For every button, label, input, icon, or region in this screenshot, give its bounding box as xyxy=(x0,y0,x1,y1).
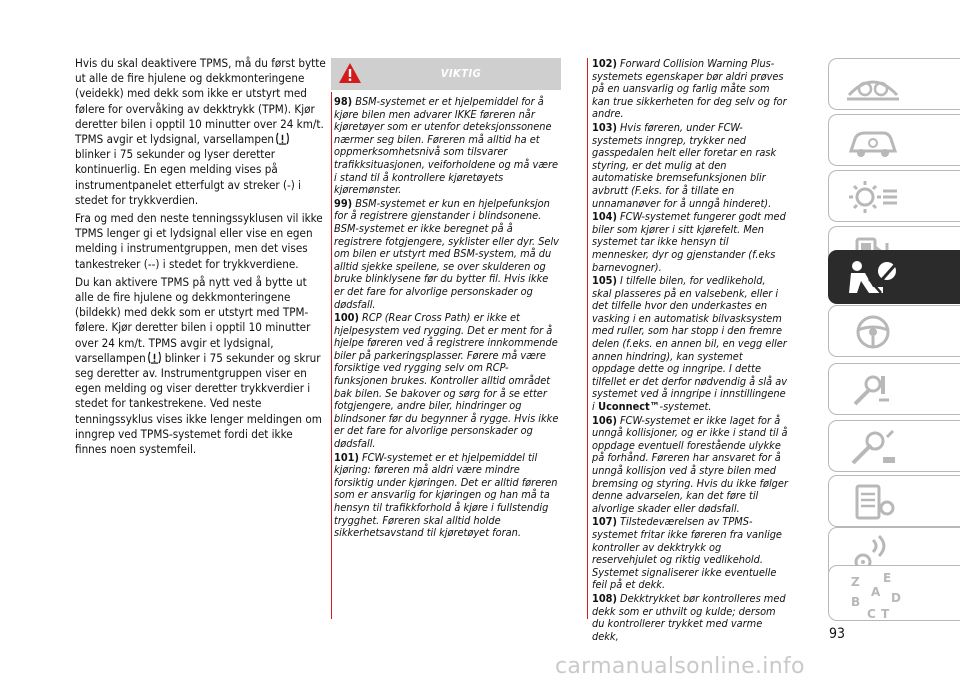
note-number: 98) xyxy=(334,95,353,108)
brand-name: Uconnect™ xyxy=(594,400,660,414)
index-letter: T xyxy=(881,607,890,621)
note-number: 103) xyxy=(592,120,617,134)
note-item xyxy=(592,516,788,592)
tpms-warning-icon xyxy=(275,132,290,145)
note-number: 101) xyxy=(334,450,359,464)
warning-banner xyxy=(331,58,561,90)
note-text: FCW-systemet er ikke laget for å unngå kollisjoner, og er ikke i stand til å oppdage eventuell forestående ulykke på forhånd. Føreren har ansvaret for å unngå kollisjon ved å styre bilen med bremsing og styring. Hvis du ikke følger denne advarselen, kan det føre til alvorlige skader eller dødsfall. xyxy=(592,413,788,515)
tab-index[interactable] xyxy=(828,565,960,621)
tab-technical-data[interactable] xyxy=(828,475,960,527)
index-letter: D xyxy=(891,591,901,605)
note-number: 99) xyxy=(334,196,353,210)
tab-maintenance[interactable] xyxy=(828,420,960,472)
note-text: Dekktrykket bør kontrolleres med dekk som er uthvilt og kulde; dersom du kontrollerer trykket med varme dekk, xyxy=(592,591,786,643)
index-letter: A xyxy=(871,585,881,599)
airbag-safety-icon xyxy=(843,257,903,299)
warning-box xyxy=(331,58,561,541)
main-text-column xyxy=(75,56,327,460)
index-letter: C xyxy=(867,607,876,621)
paragraph-text: Hvis du skal deaktivere TPMS, må du først bytte ut alle de fire hjulene og dekkmonteringene (veidekk) med dekk som ikke er utstyrt med følere for overvåking av dekktrykk (TPM). Kjør deretter bilen i opptil 10 minutter over 24 km/t. TPMS avgir et lydsignal, varsellampen xyxy=(75,56,326,147)
warning-box-left-rule xyxy=(331,92,332,619)
tab-emergency[interactable] xyxy=(828,363,960,415)
note-item xyxy=(334,96,561,197)
note-item xyxy=(334,198,561,311)
maintenance-wrench-icon xyxy=(843,427,903,467)
notes-column xyxy=(592,58,788,644)
note-item xyxy=(592,211,788,274)
note-text: Hvis føreren, under FCW-systemets inngrep, trykker ned gasspedalen helt eller foretar en rask styring, er det mulig at den automatiske bremsefunksjonen blir avbrutt (F.eks. for å tillate en unnamanøver for å unngå hinderet). xyxy=(592,120,777,210)
paragraph-reactivate-tpms xyxy=(75,275,327,457)
paragraph-deactivate-tpms xyxy=(75,56,327,208)
note-text: FCW-systemet fungerer godt med biler som kjører i sitt kjørefelt. Men systemet tar ikke hensyn til mennesker, dyr og gjenstander (f.eks barnevogner). xyxy=(592,210,786,274)
note-item xyxy=(334,312,561,451)
car-info-icon xyxy=(843,121,903,161)
note-text: BSM-systemet er kun en hjelpefunksjon for å registrere gjenstander i blindsonene. BSM-systemet er ikke beregnet på å registrere fotgjengere, syklister eller dyr. Selv om bilen er utstyrt med BSM-system, må du alltid sjekke speilene, se over skulderen og bruke blinklysene før du bytter fil. Hvis ikke er det fare for alvorlige personskader og dødsfall. xyxy=(334,196,559,311)
warning-title: VIKTIG xyxy=(440,67,482,80)
note-number: 108) xyxy=(592,591,617,605)
note-item xyxy=(592,122,788,210)
technical-data-icon xyxy=(843,482,903,522)
note-item xyxy=(592,58,788,121)
note-item xyxy=(592,275,788,414)
note-item xyxy=(592,415,788,516)
steering-wheel-icon xyxy=(843,312,903,352)
note-text: BSM-systemet er et hjelpemiddel for å kjøre bilen men advarer IKKE føreren når kjøretøyer som er utenfor deteksjonssonene nærmer seg bilen. Føreren må alltid ha et oppmerksomhetsnivå som tilsvarer trafikksituasjonen, veiforholdene og må være i stand til å kontrollere kjøretøyets kjøremønster. xyxy=(334,95,559,197)
index-letter: E xyxy=(883,572,892,585)
paragraph-next-cycle: Fra og med den neste tenningssyklusen vil ikke TPMS lenger gi et lydsignal eller vise en egen melding i instrumentgruppen, men det vises tankestreker (--) i stedet for trykkverdiene. xyxy=(75,211,323,271)
note-number: 104) xyxy=(592,210,617,224)
index-letter: B xyxy=(851,595,861,609)
tab-knowing-vehicle[interactable] xyxy=(828,114,960,166)
note-text: FCW-systemet er et hjelpemiddel til kjøring: føreren må aldri være mindre forsiktig under kjøringen. Det er alltid føreren som er ansvarlig for kjøringen og han må ta hensyn til trafikkforhold å kjøre i fullstendig trygghet. Føreren skal alltid holde sikkerhetsavstand til kjøretøyet foran. xyxy=(334,450,558,540)
tools-emergency-icon xyxy=(843,370,903,410)
tab-warning-lights[interactable] xyxy=(828,170,960,222)
note-text: Forward Collision Warning Plus-systemets egenskaper bør aldri prøves på en uansvarlig og farlig måte som kan true sikkerheten for deg selv og for andre. xyxy=(592,57,787,121)
tab-dashboard[interactable] xyxy=(828,58,960,110)
warning-notes xyxy=(331,90,561,540)
paragraph-text: blinker i 75 sekunder og lyser deretter kontinuerlig. En egen melding vises på instrumentpanelet etterfulgt av streker (-) i stedet for trykkverdien. xyxy=(75,147,302,207)
note-text: I tilfelle bilen, for vedlikehold, skal plasseres på en valsebenk, eller i det tilfelle hvor den underkastes en vasking i en automatisk bilvasksystem med ruller, som har stopp i den fremre delen (f.eks. en annen bil, en vegg eller annen hindring), kan systemet oppdage dette og inngripe. I dette tilfellet er det derfor nødvendig å slå av systemet ved å inngripe i innstillingene i xyxy=(592,274,788,414)
watermark: carmanualsonline.info xyxy=(555,654,805,679)
notes-left-rule xyxy=(587,58,588,619)
paragraph-text: blinker i 75 sekunder og skrur seg deretter av. Instrumentgruppen viser en egen melding og viser deretter trykkverdier i stedet for tankestrekene. Ved neste tenningssyklus vises ikke lenger meldingen om inngrep ved TPMS-systemet fordi det ikke finnes noen systemfeil. xyxy=(75,350,322,457)
tab-steering[interactable] xyxy=(828,305,960,357)
note-number: 105) xyxy=(592,274,617,288)
note-number: 100) xyxy=(334,311,359,325)
note-text: Tilstedeværelsen av TPMS-systemet fritar ikke føreren fra vanlige kontroller av dekktrykk og reservehjulet og riktig vedlikehold. Systemet signaliserer ikke eventuelle feil på et dekk. xyxy=(592,515,782,592)
chapter-tabs xyxy=(828,0,960,683)
note-text: RCP (Rear Cross Path) er ikke et hjelpesystem ved rygging. Det er ment for å hjelpe føreren ved å registrere innkommende biler på parkeringsplasser. Førere må være forsiktige ved rygging selv om RCP-funksjonen brukes. Kontroller alltid området bak bilen. Se bakover og sørg for å se etter fotgjengere, andre biler, hindringer og blindsoner før du begynner å rygge. Hvis ikke er det fare for alvorlige personskader og dødsfall. xyxy=(334,311,559,451)
tab-safety[interactable] xyxy=(828,250,960,304)
index-letter: Z xyxy=(851,575,860,589)
note-item xyxy=(334,452,561,540)
paragraph-text: Du kan aktivere TPMS på nytt ved å bytte ut alle de fire hjulene og dekkmonteringene (bildekk) med dekk som er utstyrt med TPM-følere. Kjør deretter bilen i opptil 10 minutter over 24 km/t. TPMS avgir et lydsignal, varsellampen xyxy=(75,274,311,365)
light-sun-icon xyxy=(843,177,903,217)
note-item xyxy=(592,593,788,643)
alphabet-index-icon xyxy=(843,572,913,624)
note-number: 107) xyxy=(592,515,617,529)
page-number: 93 xyxy=(829,626,846,642)
note-number: 106) xyxy=(592,413,617,427)
note-text-tail: -systemet. xyxy=(659,400,712,414)
car-dashboard-icon xyxy=(843,65,903,105)
note-number: 102) xyxy=(592,57,617,70)
tpms-warning-icon xyxy=(147,351,162,364)
